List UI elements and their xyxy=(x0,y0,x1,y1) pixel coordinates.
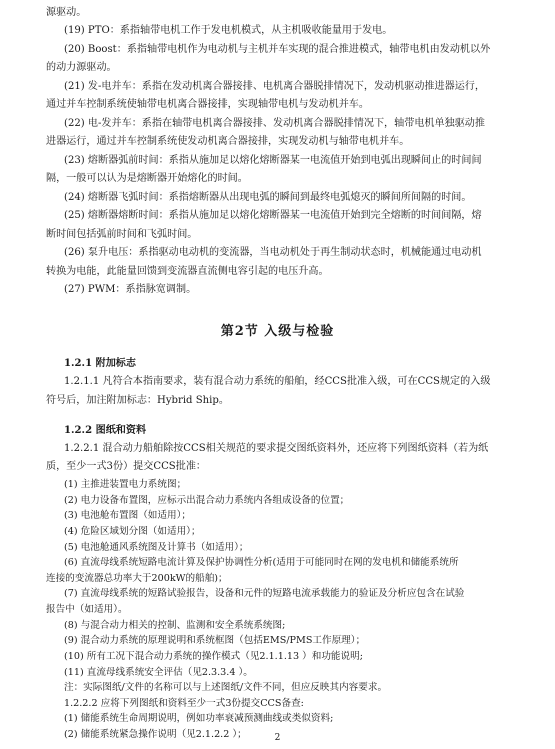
list-item: (9) 混合动力系统的原理说明和系统框图（包括EMS/PMS工作原理）； xyxy=(64,635,366,647)
text-line: 的动力源驱动。 xyxy=(46,62,117,73)
list-item: (8) 与混合动力相关的控制、监测和安全系统系统图; xyxy=(64,619,286,631)
section-heading: 第2节 入级与检验 xyxy=(220,324,335,339)
list-item: (7) 直流母线系统的短路试验报告，设备和元件的短路电流承载能力的验证及分析应包含在试验 xyxy=(64,588,465,600)
clause-1-2-1-1: 1.2.1.1 凡符合本指南要求，装有混合动力系统的船舶，经CCS批准入级，可在CCS规定的入级 xyxy=(64,376,491,387)
list-item: (11) 直流母线系统安全评估（见2.3.3.4 ）。 xyxy=(64,666,253,678)
clause-1-2-2-2: 1.2.2.2 应将下列图纸和资料至少一式3份提交CCS备查: xyxy=(64,697,304,709)
text-line: 进器运行，通过并车控制系统使发动机离合器接排，实现发动机与轴带电机并车。 xyxy=(46,136,410,147)
subsection-heading: 1.2.2 图纸和资料 xyxy=(64,425,147,436)
list-item: (3) 电池舱布置图（如适用）； xyxy=(64,510,191,522)
text-line: 源驱动。 xyxy=(46,7,87,18)
definition-21: (21) 发-电并车：系指在发动机离合器接排、电机离合器脱排情况下，发动机驱动推进器运行， xyxy=(64,81,485,92)
definition-27: (27) PWM：系指脉宽调制。 xyxy=(64,284,197,295)
text-line: 符号后，加注附加标志：Hybrid Ship。 xyxy=(46,395,229,406)
text-line: 隔，一般可以认为是熔断器开始熔化的时间。 xyxy=(46,173,248,184)
list-item: (5) 电池舱通风系统图及计算书（如适用）； xyxy=(64,541,249,553)
definition-20: (20) Boost：系指轴带电机作为电动机与主机并车实现的混合推进模式，轴带电机由发动机以外 xyxy=(64,44,491,55)
subsection-heading: 1.2.1 附加标志 xyxy=(64,358,136,369)
definition-24: (24) 熔断器飞弧时间：系指熔断器从出现电弧的瞬间到最终电弧熄灭的瞬间所间隔的时间。 xyxy=(64,192,472,203)
definition-25: (25) 熔断器熔断时间：系指从施加足以熔化熔断器某一电流值开始到完全熔断的时间间隔，熔 xyxy=(64,210,482,221)
note: 注：实际图纸/文件的名称可以与上述图纸/文件不同，但应反映其内容要求。 xyxy=(64,682,388,694)
definition-22: (22) 电-发并车：系指在轴带电机离合器接排、发动机离合器脱排情况下，轴带电机单独驱动推 xyxy=(64,118,485,129)
list-item: (1) 储能系统生命周期说明，例如功率衰减预测曲线或类似资料; xyxy=(64,713,334,725)
definition-19: (19) PTO：系指轴带电机工作于发电机模式，从主机吸收能量用于发电。 xyxy=(64,25,393,36)
text-line: 连接的变流器总功率大于200kW的船舶)； xyxy=(46,572,228,584)
clause-1-2-2-1: 1.2.2.1 混合动力船舶除按CCS相关规范的要求提交图纸资料外，还应将下列图纸资料（若为纸 xyxy=(64,443,489,454)
text-line: 质，至少一式3份）提交CCS批准： xyxy=(46,461,207,472)
text-line: 通过并车控制系统使轴带电机离合器接排，实现轴带电机与发动机并车。 xyxy=(46,99,369,110)
list-item: (2) 电力设备布置图，应标示出混合动力系统内各组成设备的位置； xyxy=(64,494,350,506)
page-number: 2 xyxy=(274,733,281,743)
list-item: (1) 主推进装置电力系统图； xyxy=(64,479,187,490)
text-line: 转换为电能，此能量回馈到变流器直流侧电容引起的电压升高。 xyxy=(46,266,329,277)
text-line: 断时间包括弧前时间和飞弧时间。 xyxy=(46,229,198,240)
text-line: 报告中（如适用）。 xyxy=(46,604,128,615)
list-item: (6) 直流母线系统短路电流计算及保护协调性分析(适用于可能同时在网的发电机和储能系统所 xyxy=(64,557,459,569)
list-item: (4) 危险区域划分图（如适用）； xyxy=(64,525,201,537)
list-item: (2) 储能系统紧急操作说明（见2.1.2.2 ）； xyxy=(64,729,247,740)
definition-23: (23) 熔断器弧前时间：系指从施加足以熔化熔断器某一电流值开始到电弧出现瞬间止的时间间 xyxy=(64,155,482,166)
definition-26: (26) 泵升电压：系指驱动电动机的变流器，当电动机处于再生制动状态时，机械能通过电动机 xyxy=(64,247,482,258)
list-item: (10) 所有工况下混合动力系统的操作模式（见2.1.1.13 ）和功能说明; xyxy=(64,650,363,662)
